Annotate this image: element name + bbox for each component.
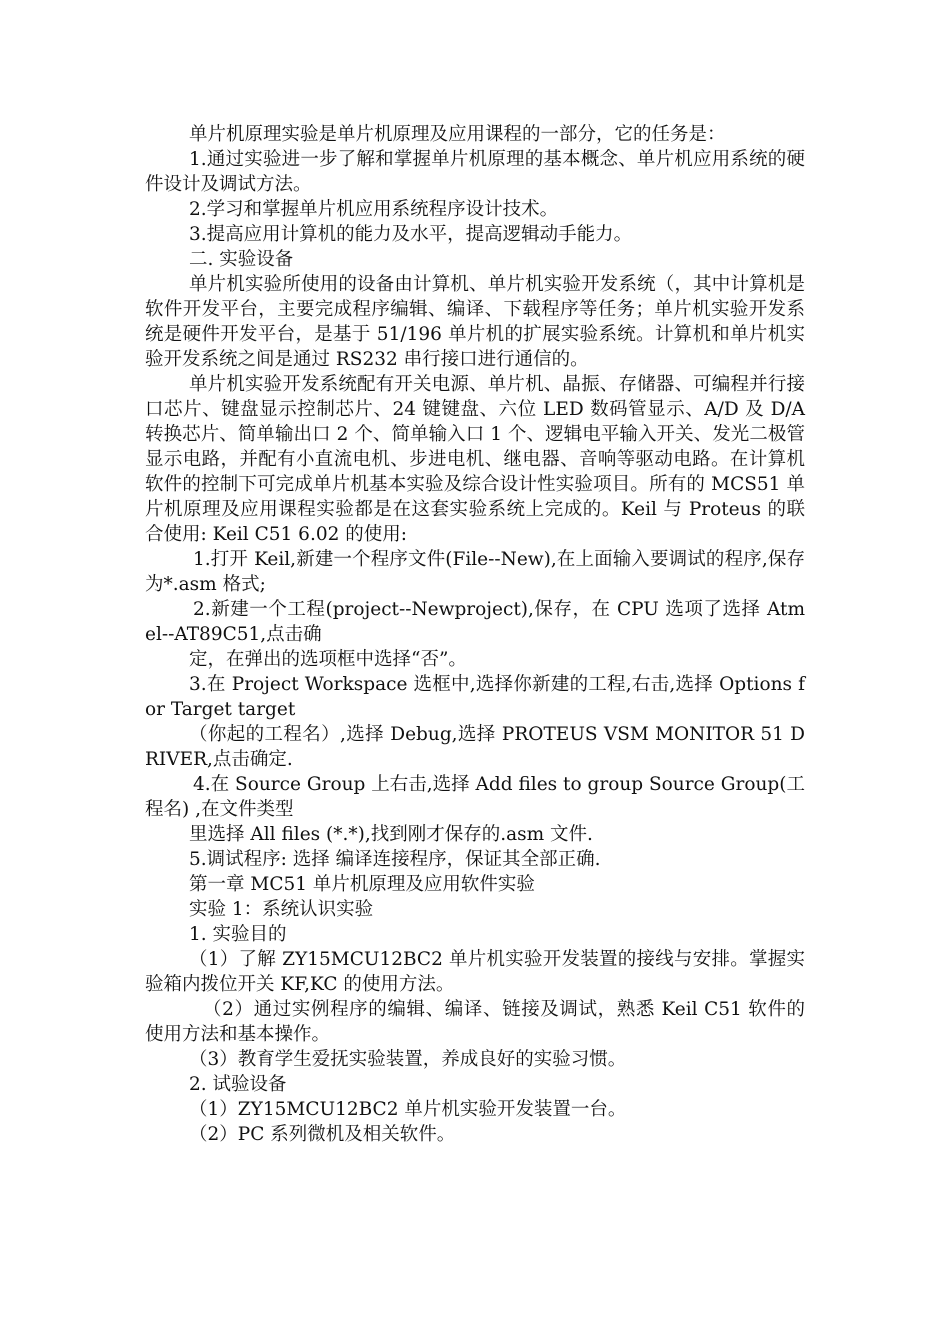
paragraph-system: 单片机实验开发系统配有开关电源、单片机、晶振、存储器、可编程并行接口芯片、键盘显示控制芯片、24 键键盘、六位 LED 数码管显示、A/D 及 D/A 转换芯片、简单输出口 2 个、简单输入口 1 个、逻辑电平输入开关、发光二极管显示电路，并配有小直流电机、步进电机、继电器、音响等驱动电路。在计算机软件的控制下可完成单片机基本实验及综合设计性实验项目。所有的 MCS51 单片机原理及应用课程实验都是在这套实验系统上完成的。Keil 与 Proteus 的联合使用: Keil C51 6.02 的使用: [145, 374, 805, 545]
paragraph-step-3-cont: （你起的工程名）,选择 Debug,选择 PROTEUS VSM MONITOR 51 DRIVER,点击确定. [145, 724, 805, 770]
paragraph-step-1: 1.打开 Keil,新建一个程序文件(File--New),在上面输入要调试的程序,保存为*.asm 格式; [145, 549, 805, 595]
paragraph-step-5: 5.调试程序: 选择 编译连接程序，保证其全部正确. [189, 849, 601, 870]
paragraph-task-2: 2.学习和掌握单片机应用系统程序设计技术。 [189, 199, 559, 220]
paragraph-device-1: （1）ZY15MCU12BC2 单片机实验开发装置一台。 [189, 1099, 627, 1120]
document-page [145, 122, 805, 1147]
paragraph-step-3: 3.在 Project Workspace 选框中,选择你新建的工程,右击,选择 Options for Target target [145, 674, 805, 720]
paragraph-step-4-cont: 里选择 All files (*.*),找到刚才保存的.asm 文件. [189, 824, 593, 845]
paragraph-step-2: 2.新建一个工程(project--Newproject),保存，在 CPU 选项了选择 Atmel--AT89C51,点击确 [145, 599, 805, 645]
paragraph-task-1: 1.通过实验进一步了解和掌握单片机原理的基本概念、单片机应用系统的硬件设计及调试方法。 [145, 149, 805, 195]
paragraph-task-3: 3.提高应用计算机的能力及水平，提高逻辑动手能力。 [189, 224, 633, 245]
chapter-heading: 第一章 MC51 单片机原理及应用软件实验 [189, 874, 535, 895]
paragraph-step-2-cont: 定，在弹出的选项框中选择“否”。 [189, 649, 467, 670]
section-heading-equipment: 二. 实验设备 [189, 249, 294, 270]
paragraph-purpose-1: （1）了解 ZY15MCU12BC2 单片机实验开发装置的接线与安排。掌握实验箱内拨位开关 KF,KC 的使用方法。 [145, 949, 805, 995]
subheading-devices: 2. 试验设备 [189, 1074, 287, 1095]
experiment-heading: 实验 1：系统认识实验 [189, 899, 374, 920]
paragraph-device-2: （2）PC 系列微机及相关软件。 [189, 1124, 456, 1145]
paragraph-step-4: 4.在 Source Group 上右击,选择 Add files to group Source Group(工程名) ,在文件类型 [145, 774, 805, 820]
paragraph-intro: 单片机原理实验是单片机原理及应用课程的一部分，它的任务是： [189, 124, 726, 145]
paragraph-equipment: 单片机实验所使用的设备由计算机、单片机实验开发系统（，其中计算机是软件开发平台，主要完成程序编辑、编译、下载程序等任务；单片机实验开发系统是硬件开发平台，是基于 51/196 单片机的扩展实验系统。计算机和单片机实验开发系统之间是通过 RS232 串行接口进行通信的。 [145, 274, 805, 370]
paragraph-purpose-2: （2）通过实例程序的编辑、编译、链接及调试，熟悉 Keil C51 软件的使用方法和基本操作。 [145, 999, 805, 1045]
paragraph-purpose-3: （3）教育学生爱抚实验装置，养成良好的实验习惯。 [189, 1049, 627, 1070]
subheading-purpose: 1. 实验目的 [189, 924, 287, 945]
